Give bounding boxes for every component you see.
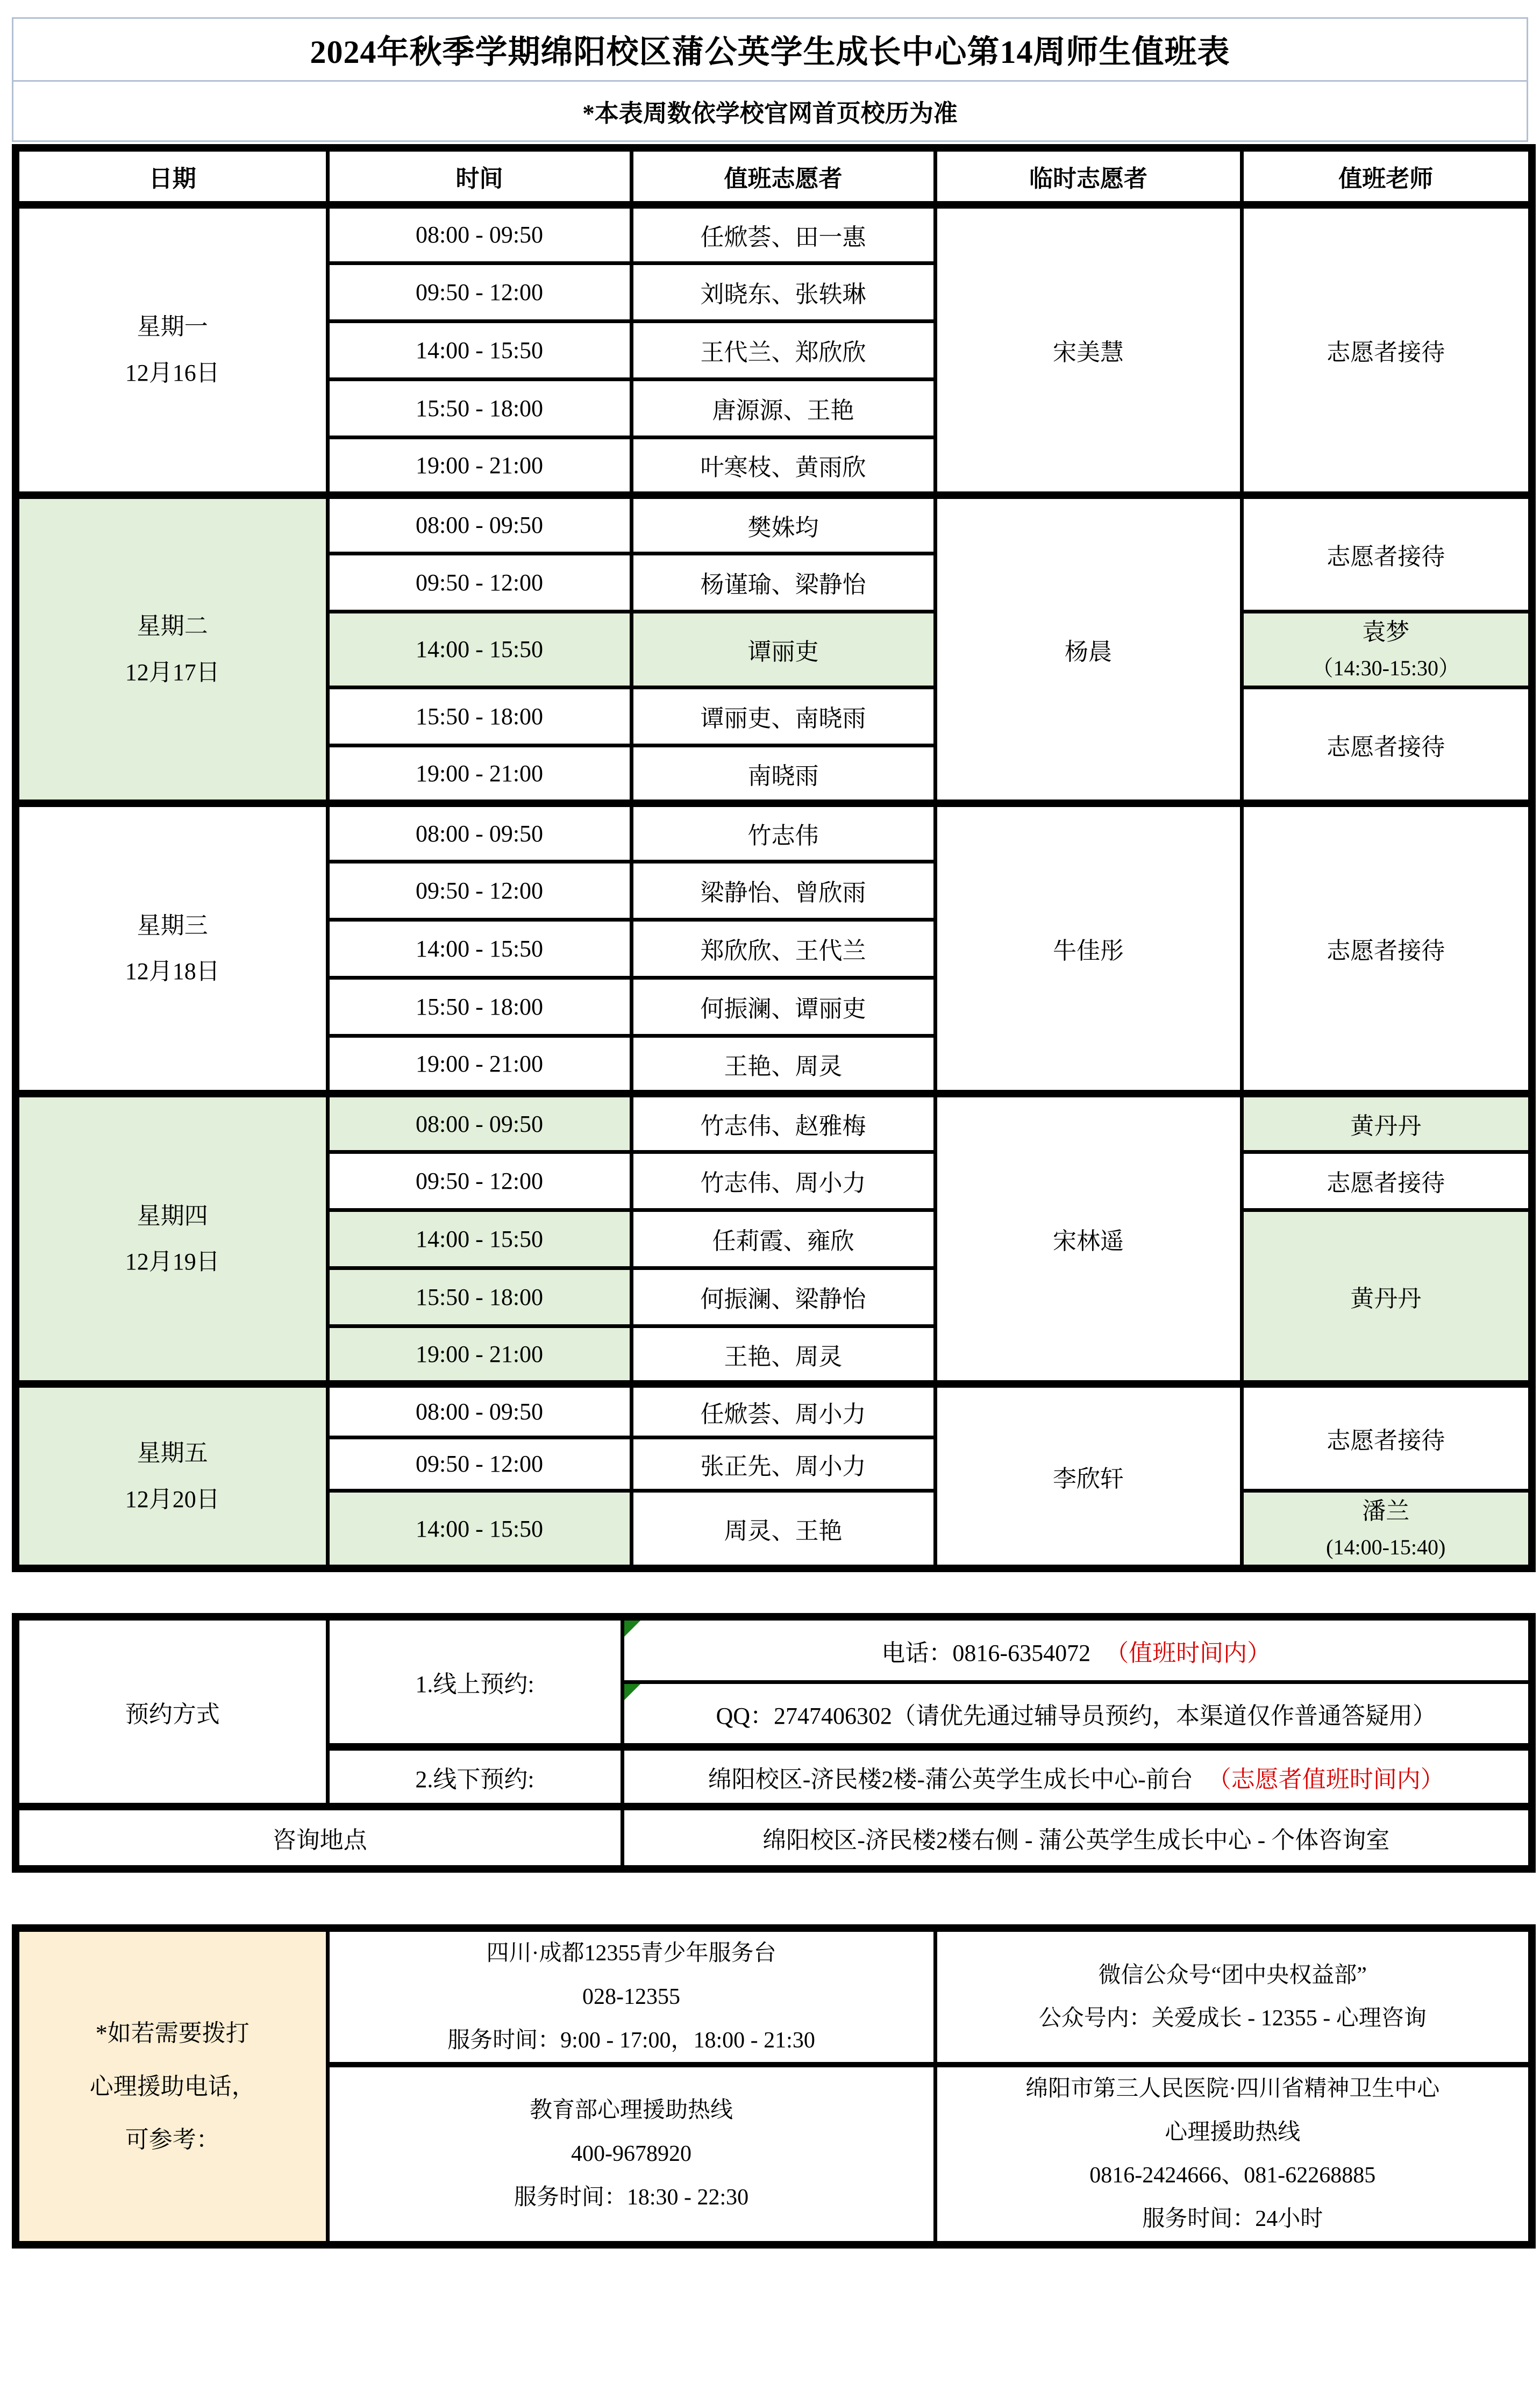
volunteer-cell: 竹志伟 xyxy=(631,803,935,861)
time-cell: 19:00 - 21:00 xyxy=(327,1326,631,1384)
temp-volunteer-cell: 宋美慧 xyxy=(935,205,1242,495)
time-cell: 14:00 - 15:50 xyxy=(327,321,631,379)
volunteer-cell: 任焮荟、周小力 xyxy=(631,1384,935,1437)
hotline-number: 400-9678920 xyxy=(571,2142,691,2167)
volunteer-cell: 王艳、周灵 xyxy=(631,1326,935,1384)
page-title: 2024年秋季学期绵阳校区蒲公英学生成长中心第14周师生值班表 xyxy=(310,34,1230,70)
consult-location-cell: 绵阳校区-济民楼2楼右侧 - 蒲公英学生成长中心 - 个体咨询室 xyxy=(622,1807,1532,1869)
day-cell-friday xyxy=(16,1384,327,1568)
volunteer-cell: 任莉霞、雍欣 xyxy=(631,1210,935,1268)
hotline-hours: 服务时间：9:00 - 17:00，18:00 - 21:30 xyxy=(447,2028,815,2053)
hotline-subname: 心理援助热线 xyxy=(1165,2119,1301,2145)
volunteer-cell: 唐源源、王艳 xyxy=(631,379,935,437)
volunteer-cell: 南晓雨 xyxy=(631,745,935,803)
phone-booking-cell xyxy=(622,1617,1532,1682)
time-cell: 15:50 - 18:00 xyxy=(327,1268,631,1326)
day-name: 星期五 xyxy=(137,1440,208,1467)
hotline-note-cell xyxy=(16,1928,327,2244)
volunteer-cell: 谭丽吏 xyxy=(631,611,935,687)
volunteer-cell: 王艳、周灵 xyxy=(631,1036,935,1094)
hotline-table xyxy=(12,1924,1536,2248)
teacher-cell xyxy=(1242,611,1532,687)
volunteer-cell: 叶寒枝、黄雨欣 xyxy=(631,437,935,495)
col-header-date: 日期 xyxy=(16,148,327,205)
teacher-name: 潘兰 xyxy=(1362,1497,1410,1524)
col-header-volunteer: 值班志愿者 xyxy=(631,148,935,205)
time-cell: 08:00 - 09:50 xyxy=(327,1384,631,1437)
hotline-name: 绵阳市第三人民医院·四川省精神卫生中心 xyxy=(1025,2076,1440,2102)
volunteer-cell: 竹志伟、周小力 xyxy=(631,1152,935,1210)
teacher-cell xyxy=(1242,1490,1532,1568)
time-cell: 08:00 - 09:50 xyxy=(327,803,631,861)
schedule-table xyxy=(12,144,1536,1572)
time-cell: 09:50 - 12:00 xyxy=(327,861,631,919)
teacher-cell: 志愿者接待 xyxy=(1242,1384,1532,1490)
page-subtitle: *本表周数依学校官网首页校历为准 xyxy=(582,100,958,127)
table-row xyxy=(16,1094,1532,1152)
time-cell: 08:00 - 09:50 xyxy=(327,205,631,263)
teacher-time-note: (14:00-15:40) xyxy=(1326,1535,1446,1560)
temp-volunteer-cell: 宋林遥 xyxy=(935,1094,1242,1384)
offline-booking-label: 2.线下预约: xyxy=(327,1747,622,1807)
teacher-time-note: （14:30-15:30） xyxy=(1311,655,1460,680)
hotline-number: 0816-2424666、081-62268885 xyxy=(1089,2163,1376,2188)
volunteer-cell: 张正先、周小力 xyxy=(631,1437,935,1490)
day-date: 12月20日 xyxy=(125,1486,220,1512)
teacher-cell: 志愿者接待 xyxy=(1242,803,1532,1094)
hotline-detail: 公众号内：关爱成长 - 12355 - 心理咨询 xyxy=(1038,2006,1427,2031)
table-row xyxy=(16,205,1532,263)
volunteer-cell: 何振澜、梁静怡 xyxy=(631,1268,935,1326)
volunteer-cell: 竹志伟、赵雅梅 xyxy=(631,1094,935,1152)
time-cell: 14:00 - 15:50 xyxy=(327,611,631,687)
time-cell: 15:50 - 18:00 xyxy=(327,687,631,745)
offline-location-text: 绵阳校区-济民楼2楼-蒲公英学生成长中心-前台 xyxy=(708,1766,1193,1793)
volunteer-cell: 杨谨瑜、梁静怡 xyxy=(631,553,935,611)
day-name: 星期四 xyxy=(137,1202,208,1229)
time-cell: 09:50 - 12:00 xyxy=(327,1437,631,1490)
day-cell-thursday xyxy=(16,1094,327,1384)
hotline-name: 微信公众号“团中央权益部” xyxy=(1098,1962,1367,1988)
time-cell: 08:00 - 09:50 xyxy=(327,495,631,553)
hotline-12355-cell xyxy=(327,1928,935,2065)
volunteer-cell: 何振澜、谭丽吏 xyxy=(631,977,935,1036)
qq-number-text: QQ：2747406302（请优先通过辅导员预约，本渠道仅作普通答疑用） xyxy=(716,1703,1437,1730)
volunteer-cell: 刘晓东、张轶琳 xyxy=(631,263,935,321)
hotline-wechat-cell xyxy=(935,1928,1532,2065)
phone-number-text: 电话：0816-6354072 xyxy=(881,1639,1091,1666)
time-cell: 19:00 - 21:00 xyxy=(327,745,631,803)
teacher-cell: 志愿者接待 xyxy=(1242,205,1532,495)
hotline-hospital-cell xyxy=(935,2065,1532,2245)
hotline-name: 教育部心理援助热线 xyxy=(529,2098,733,2123)
volunteer-cell: 樊姝均 xyxy=(631,495,935,553)
teacher-cell: 志愿者接待 xyxy=(1242,1152,1532,1210)
hotline-moe-cell xyxy=(327,2065,935,2245)
hotline-name: 四川·成都12355青少年服务台 xyxy=(486,1941,776,1966)
col-header-temp-volunteer: 临时志愿者 xyxy=(935,148,1242,205)
online-booking-label: 1.线上预约: xyxy=(327,1617,622,1747)
time-cell: 14:00 - 15:50 xyxy=(327,919,631,977)
volunteer-cell: 王代兰、郑欣欣 xyxy=(631,321,935,379)
header-row xyxy=(16,148,1532,205)
col-header-teacher: 值班老师 xyxy=(1242,148,1532,205)
time-cell: 09:50 - 12:00 xyxy=(327,553,631,611)
temp-volunteer-cell: 李欣轩 xyxy=(935,1384,1242,1568)
table-row xyxy=(16,1617,1532,1682)
comment-triangle-icon xyxy=(624,1684,640,1700)
table-row xyxy=(16,1928,1532,2065)
time-cell: 19:00 - 21:00 xyxy=(327,1036,631,1094)
day-cell-tuesday xyxy=(16,495,327,803)
day-date: 12月19日 xyxy=(125,1248,220,1275)
hotline-hours: 服务时间：18:30 - 22:30 xyxy=(514,2185,749,2210)
day-name: 星期三 xyxy=(137,912,208,939)
booking-table xyxy=(12,1613,1536,1873)
day-cell-wednesday xyxy=(16,803,327,1094)
teacher-cell: 志愿者接待 xyxy=(1242,495,1532,611)
note-line: 可参考： xyxy=(125,2126,220,2153)
time-cell: 19:00 - 21:00 xyxy=(327,437,631,495)
teacher-name: 袁梦 xyxy=(1362,618,1410,645)
time-cell: 15:50 - 18:00 xyxy=(327,977,631,1036)
volunteer-cell: 谭丽吏、南晓雨 xyxy=(631,687,935,745)
phone-note-text: （值班时间内） xyxy=(1105,1639,1271,1666)
col-header-time: 时间 xyxy=(327,148,631,205)
temp-volunteer-cell: 牛佳彤 xyxy=(935,803,1242,1094)
table-row xyxy=(16,1807,1532,1869)
volunteer-cell: 郑欣欣、王代兰 xyxy=(631,919,935,977)
note-line: *如若需要拨打 xyxy=(95,2019,249,2046)
note-line: 心理援助电话， xyxy=(89,2073,255,2100)
day-date: 12月17日 xyxy=(125,659,220,686)
table-row xyxy=(16,495,1532,553)
teacher-cell: 黄丹丹 xyxy=(1242,1210,1532,1384)
day-name: 星期一 xyxy=(137,313,208,340)
time-cell: 09:50 - 12:00 xyxy=(327,1152,631,1210)
time-cell: 15:50 - 18:00 xyxy=(327,379,631,437)
temp-volunteer-cell: 杨晨 xyxy=(935,495,1242,803)
title-box xyxy=(12,17,1528,82)
time-cell: 08:00 - 09:50 xyxy=(327,1094,631,1152)
day-cell-monday xyxy=(16,205,327,495)
qq-booking-cell xyxy=(622,1682,1532,1747)
volunteer-cell: 梁静怡、曾欣雨 xyxy=(631,861,935,919)
day-date: 12月16日 xyxy=(125,360,220,386)
day-date: 12月18日 xyxy=(125,958,220,985)
table-row xyxy=(16,1384,1532,1437)
booking-method-label: 预约方式 xyxy=(16,1617,327,1807)
volunteer-cell: 周灵、王艳 xyxy=(631,1490,935,1568)
table-row xyxy=(16,803,1532,861)
consult-location-label: 咨询地点 xyxy=(16,1807,622,1869)
hotline-number: 028-12355 xyxy=(582,1984,680,2009)
comment-triangle-icon xyxy=(624,1621,640,1637)
subtitle-box xyxy=(12,82,1528,142)
teacher-cell: 志愿者接待 xyxy=(1242,687,1532,803)
offline-booking-cell xyxy=(622,1747,1532,1807)
hotline-hours: 服务时间：24小时 xyxy=(1142,2207,1323,2232)
teacher-cell: 黄丹丹 xyxy=(1242,1094,1532,1152)
time-cell: 14:00 - 15:50 xyxy=(327,1210,631,1268)
volunteer-cell: 任焮荟、田一惠 xyxy=(631,205,935,263)
time-cell: 14:00 - 15:50 xyxy=(327,1490,631,1568)
day-name: 星期二 xyxy=(137,612,208,639)
offline-note-text: （志愿者值班时间内） xyxy=(1207,1766,1444,1793)
time-cell: 09:50 - 12:00 xyxy=(327,263,631,321)
